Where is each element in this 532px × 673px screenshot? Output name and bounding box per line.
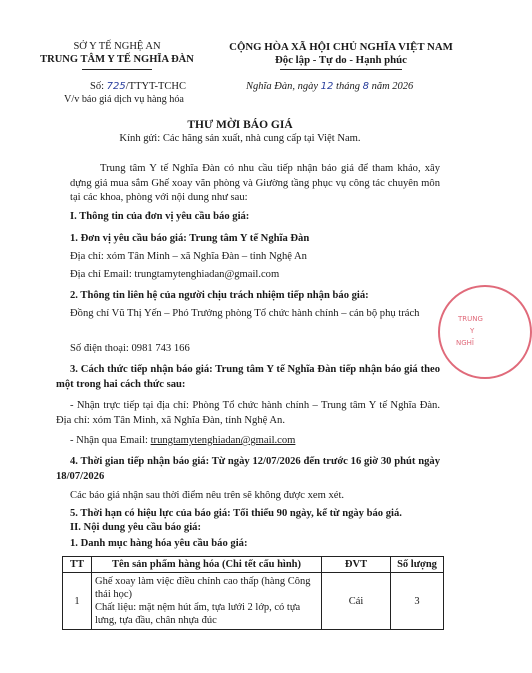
number-label: Số: (90, 81, 105, 92)
unit-email: Địa chỉ Email: trungtamytenghiadan@gmail.com (70, 269, 280, 280)
intro-paragraph: Trung tâm Y tế Nghĩa Đàn có nhu cầu tiếp nhận báo giá để tham khảo, xây dựng giá mua sắm Ghế xoay văn phòng và Giường tầng phục vụ công tác chuyên môn tại các khoa, phòng với nội dung như sau: (70, 163, 440, 204)
receive-method-heading: 3. Cách thức tiếp nhận báo giá: Trung tâm Y tế Nghĩa Đàn tiếp nhận báo giá theo một trong hai cách thức sau: (56, 364, 440, 390)
month-label: tháng (336, 81, 360, 92)
goods-list-heading: 1. Danh mục hàng hóa yêu cầu báo giá: (70, 538, 248, 549)
row-product-detail: Chất liệu: mặt nệm hút ẩm, tựa lưới 2 lớp, có tựa lưng, tựa đầu, chân nhựa đúc (95, 602, 301, 626)
national-title: CỘNG HÒA XÃ HỘI CHỦ NGHĨA VIỆT NAM (229, 41, 453, 53)
row-product (92, 573, 322, 630)
table-row (63, 573, 444, 630)
row-qty: 3 (391, 573, 444, 630)
section2-heading: II. Nội dung yêu cầu báo giá: (70, 522, 201, 533)
handwritten-day: 12 (320, 81, 334, 92)
validity-heading: 5. Thời hạn có hiệu lực của báo giá: Tối thiểu 90 ngày, kể từ ngày báo giá. (70, 508, 402, 519)
contact-phone: Số điện thoại: 0981 743 166 (70, 343, 190, 354)
recipient: Kính gửi: Các hãng sản xuất, nhà cung cấp tại Việt Nam. (119, 133, 361, 144)
table-header-row (63, 557, 444, 573)
receive-time-heading: 4. Thời gian tiếp nhận báo giá: Từ ngày 12/07/2026 đến trước 16 giờ 30 phút ngày 18/07/2026 (56, 456, 440, 482)
col-product: Tên sản phẩm hàng hóa (Chi tết cấu hình) (92, 557, 322, 573)
document-date (246, 81, 413, 92)
official-stamp (438, 285, 532, 379)
col-qty: Số lượng (391, 557, 444, 573)
document-number (90, 81, 186, 92)
handwritten-number: 725 (106, 81, 126, 92)
stamp-text-2: Y (470, 327, 475, 335)
unit-address: Địa chỉ: xóm Tân Minh – xã Nghĩa Đàn – tỉnh Nghệ An (70, 251, 307, 262)
stamp-text-3: NGHĨ (456, 339, 474, 347)
goods-table (62, 556, 444, 630)
number-suffix: /TTYT-TCHC (125, 81, 187, 92)
receive-email-link[interactable]: trungtamytenghiadan@gmail.com (150, 435, 296, 446)
handwritten-month: 8 (362, 81, 369, 92)
col-tt: TT (63, 557, 92, 573)
row-tt: 1 (63, 573, 92, 630)
stamp-text-1: TRUNG (458, 315, 483, 323)
section1-heading: I. Thông tin của đơn vị yêu cầu báo giá: (70, 211, 250, 222)
row-unit: Cái (322, 573, 391, 630)
unit-heading: 1. Đơn vị yêu cầu báo giá: Trung tâm Y tế Nghĩa Đàn (70, 233, 310, 244)
col-unit: ĐVT (322, 557, 391, 573)
receive-email-prefix: - Nhận qua Email: (70, 435, 151, 446)
row-product-name: Ghế xoay làm việc điều chỉnh cao thấp (hàng Công thái học) (95, 576, 311, 600)
date-prefix: Nghĩa Đàn, ngày (246, 81, 319, 92)
agency-name: TRUNG TÂM Y TẾ NGHĨA ĐÀN (40, 54, 194, 65)
receive-time-note: Các báo giá nhận sau thời điểm nêu trên sẽ không được xem xét. (70, 490, 345, 501)
agency-underline (82, 69, 152, 70)
receive-email (70, 434, 440, 447)
agency-parent: SỞ Y TẾ NGHỆ AN (73, 41, 161, 52)
date-year: năm 2026 (371, 81, 414, 92)
contact-person: Đồng chí Vũ Thị Yến – Phó Trưởng phòng Tổ chức hành chính – cán bộ phụ trách (70, 308, 420, 319)
national-motto: Độc lập - Tự do - Hạnh phúc (275, 54, 407, 66)
motto-underline (280, 69, 402, 70)
contact-heading: 2. Thông tin liên hệ của người chịu trách nhiệm tiếp nhận báo giá: (70, 290, 369, 301)
letter-title: THƯ MỜI BÁO GIÁ (187, 119, 293, 131)
document-subject: V/v báo giá dịch vụ hàng hóa (64, 94, 184, 105)
receive-direct: - Nhận trực tiếp tại địa chỉ: Phòng Tổ chức hành chính – Trung tâm Y tế Nghĩa Đàn. Địa chỉ: xóm Tân Minh, xã Nghĩa Đàn, tỉnh Nghệ An. (56, 400, 440, 426)
